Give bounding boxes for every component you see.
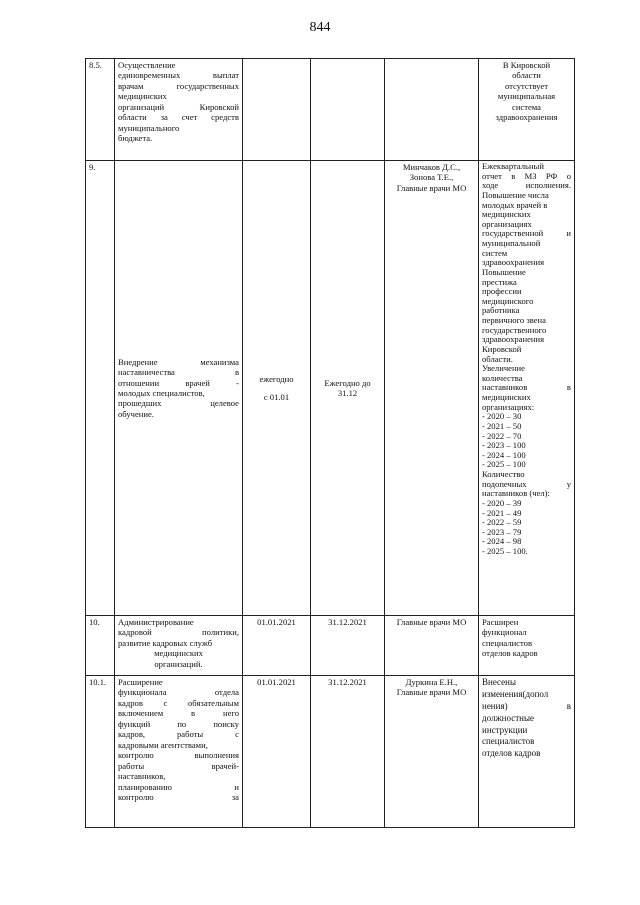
- start-date-cell: 01.01.2021: [243, 616, 311, 676]
- activity-cell: Внедрение механизма наставничества в отношении врачей - молодых специалистов, прошедших целевое обучение.: [115, 161, 243, 616]
- end-date-cell: [311, 59, 385, 161]
- activity-cell: Осуществление единовременных выплат врачам государственных медицинских организаций Кировской области за счет средств муниципального бюджета.: [115, 59, 243, 161]
- start-date-cell: 01.01.2021: [243, 676, 311, 828]
- table-row: [86, 161, 575, 616]
- row-number: 8.5.: [86, 59, 115, 161]
- page-number: 844: [309, 20, 331, 35]
- responsible-cell: Минчаков Д.С., Зонова Т.Е., Главные врачи МО: [385, 161, 479, 616]
- result-cell: Ежеквартальный отчет в МЗ РФ о ходе исполнения. Повышение числа молодых врачей в медицинских организациях государственной и муниципальной систем здравоохранения Повышение престижа профессии медицинского работника первичного звена государственного здравоохранения Кировской области. Увеличение количества наставников в медицинских организациях: - 2020 – 30 - 2021 – 50 - 2022 – 70 - 2023 – 100 - 2024 – 100 - 2025 – 100 Количество подопечных у наставников (чел): - 2020 – 39 - 2021 – 49 - 2022 – 59 - 2023 – 79 - 2024 – 98 - 2025 – 100.: [479, 161, 575, 616]
- end-date-cell: 31.12.2021: [311, 616, 385, 676]
- start-date-cell: [243, 59, 311, 161]
- activity-cell: Расширение функционала отдела кадров с обязательным включением в него функций по поиску кадров, работы с кадровыми агентствами, контролю выполнения работы врачей- наставников, планированию и контролю за: [115, 676, 243, 828]
- plan-table: [85, 58, 575, 828]
- table-row: [86, 59, 575, 161]
- result-cell: Расширен функционал специалистов отделов кадров: [479, 616, 575, 676]
- row-number: 10.1.: [86, 676, 115, 828]
- end-date-cell: Ежегодно до 31.12: [311, 161, 385, 616]
- end-date-cell: 31.12.2021: [311, 676, 385, 828]
- row-number: 9.: [86, 161, 115, 616]
- activity-cell: Администрирование кадровой политики, развитие кадровых служб медицинских организаций.: [115, 616, 243, 676]
- table-row: [86, 676, 575, 828]
- start-date-cell: ежегодно с 01.01: [243, 161, 311, 616]
- table-row: [86, 616, 575, 676]
- responsible-cell: [385, 59, 479, 161]
- result-cell: В Кировской области отсутствует муниципальная система здравоохранения: [479, 59, 575, 161]
- responsible-cell: Главные врачи МО: [385, 616, 479, 676]
- row-number: 10.: [86, 616, 115, 676]
- responsible-cell: Дуркина Е.Н., Главные врачи МО: [385, 676, 479, 828]
- result-cell: Внесены изменения(допол нения) в должностные инструкции специалистов отделов кадров: [479, 676, 575, 828]
